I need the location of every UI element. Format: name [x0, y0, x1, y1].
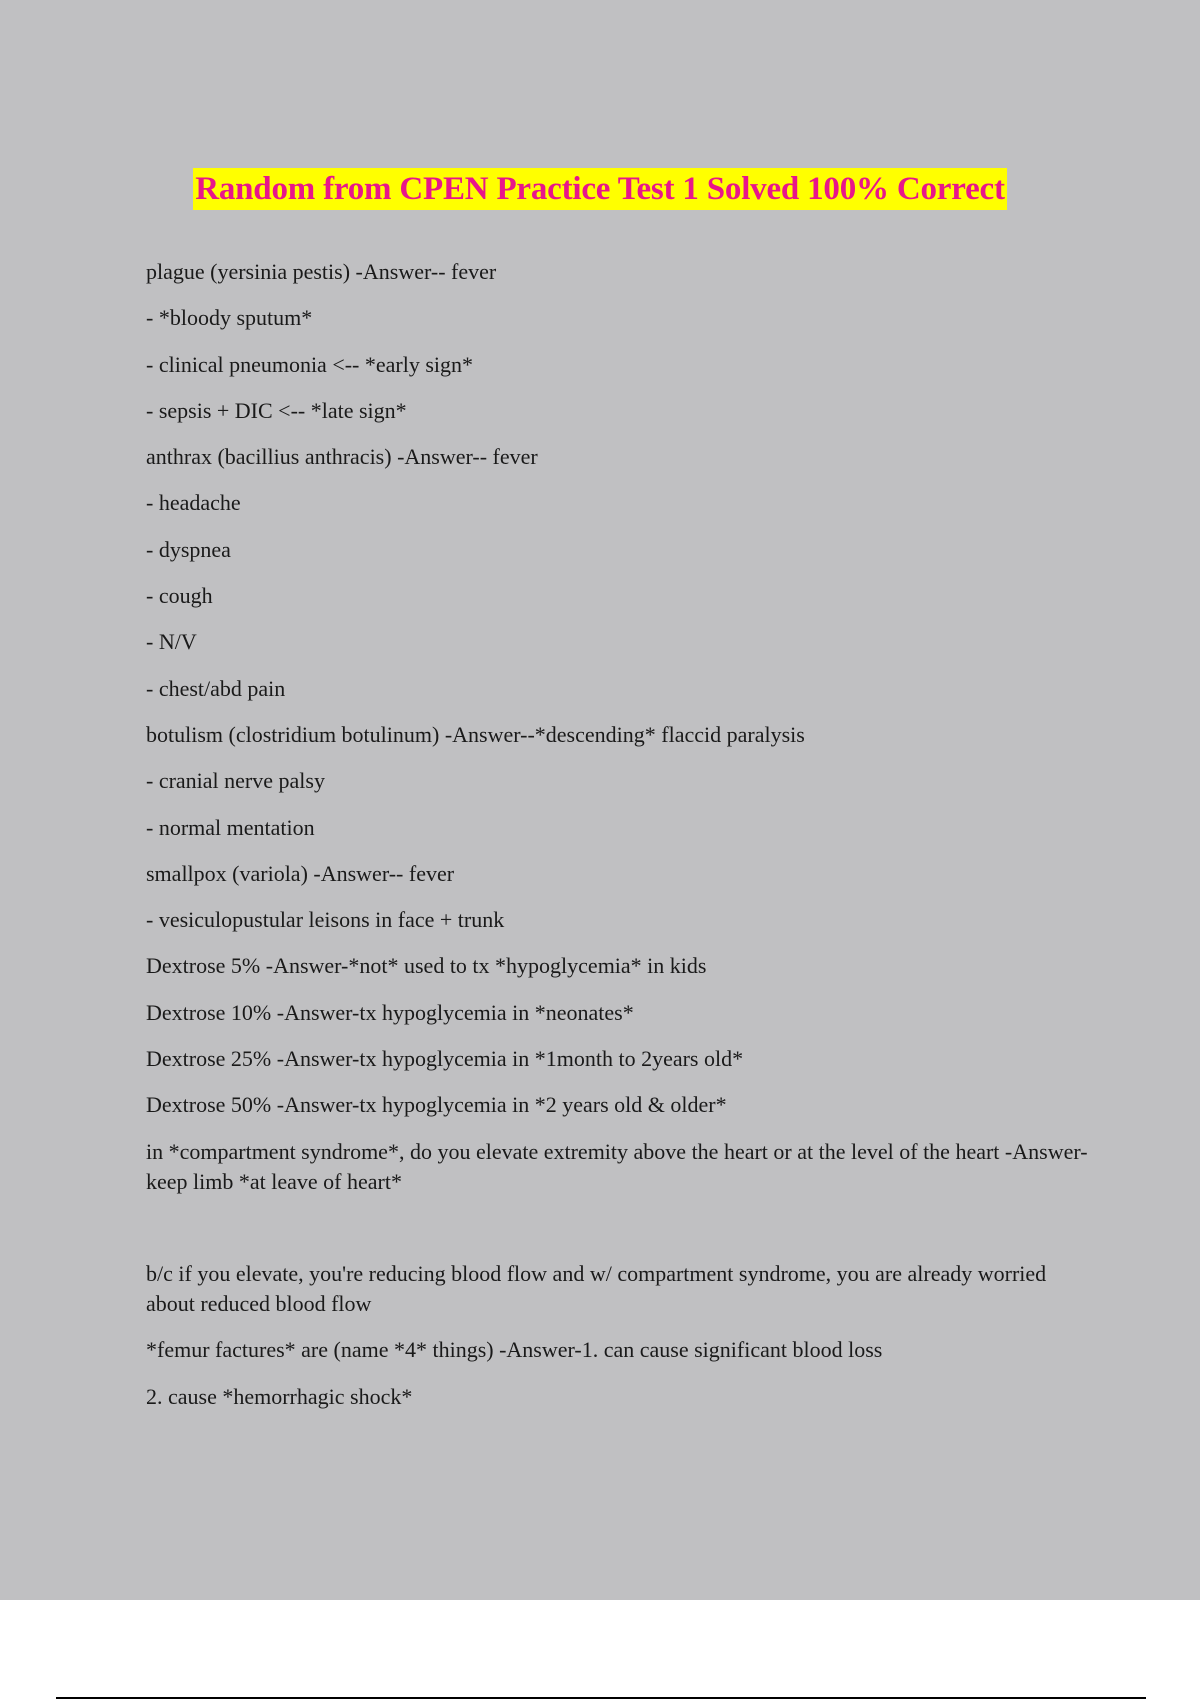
text-line: b/c if you elevate, you're reducing blood flow and w/ compartment syndrome, you are already worried about reduced blood flow: [146, 1260, 1047, 1316]
text-line: *femur factures* are (name *4* things) -Answer-1. can cause significant blood loss: [146, 1337, 883, 1363]
text-line: - cranial nerve palsy: [146, 768, 325, 794]
text-line: Dextrose 50% -Answer-tx hypoglycemia in *2 years old & older*: [146, 1092, 727, 1118]
text-line: smallpox (variola) -Answer-- fever: [146, 860, 455, 886]
text-line: Dextrose 10% -Answer-tx hypoglycemia in *neonates*: [146, 999, 634, 1025]
text-line: - clinical pneumonia <-- *early sign*: [146, 351, 474, 377]
text-line: botulism (clostridium botulinum) -Answer--*descending* flaccid paralysis: [146, 721, 805, 747]
text-line: plague (yersinia pestis) -Answer-- fever: [146, 259, 497, 284]
text-line: Dextrose 25% -Answer-tx hypoglycemia in *1month to 2years old*: [146, 1046, 744, 1072]
footer-divider: [56, 1697, 1146, 1699]
document-title: Random from CPEN Practice Test 1 Solved 100% Correct: [193, 168, 1007, 210]
text-line: - vesiculopustular leisons in face + trunk: [146, 907, 505, 933]
text-line: Dextrose 5% -Answer-*not* used to tx *hypoglycemia* in kids: [146, 953, 707, 979]
text-line: - normal mentation: [146, 814, 315, 840]
text-line: - chest/abd pain: [146, 675, 286, 701]
text-line: - headache: [146, 490, 241, 516]
title-wrap: [0, 168, 1200, 210]
text-line: - sepsis + DIC <-- *late sign*: [146, 397, 407, 423]
paragraph-gap: [146, 1213, 1091, 1259]
text-line: - dyspnea: [146, 536, 231, 562]
text-line: - *bloody sputum*: [146, 305, 313, 331]
text-line: in *compartment syndrome*, do you elevate extremity above the heart or at the level of the heart -Answer-keep limb *at leave of heart*: [146, 1138, 1088, 1194]
text-line: - cough: [146, 583, 213, 609]
text-line: anthrax (bacillius anthracis) -Answer-- fever: [146, 444, 538, 470]
document-body: [146, 257, 1091, 1428]
text-line: 2. cause *hemorrhagic shock*: [146, 1383, 413, 1409]
text-line: - N/V: [146, 629, 197, 655]
